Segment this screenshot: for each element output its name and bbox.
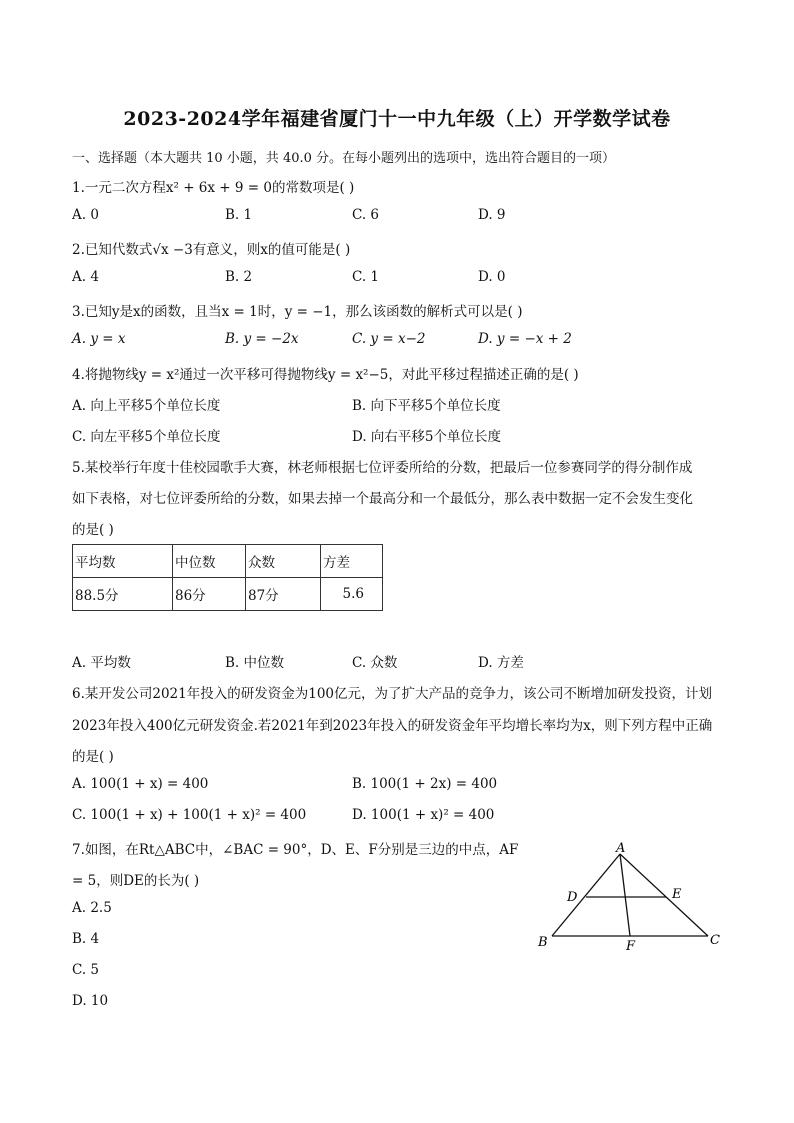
q5-option-a[interactable]: A. 平均数 xyxy=(72,655,131,671)
question-5-line-1: 5.某校举行年度十佳校园歌手大赛，林老师根据七位评委所给的分数，把最后一位参赛同学的得分制作成 xyxy=(72,460,693,476)
label-f: F xyxy=(626,939,636,954)
q4-option-c[interactable]: C. 向左平移5个单位长度 xyxy=(72,429,221,445)
question-6-line-1: 6.某开发公司2021年投入的研发资金为100亿元，为了扩大产品的竞争力，该公司不断增加研发投资，计划 xyxy=(72,686,713,702)
q3-option-c[interactable]: C. y = x−2 xyxy=(352,331,426,347)
table-header-cell: 平均数 xyxy=(73,545,173,578)
q1-option-d[interactable]: D. 9 xyxy=(478,207,506,223)
question-4: 4.将抛物线y = x²通过一次平移可得抛物线y = x²−5，对此平移过程描述正确的是( ) xyxy=(72,367,579,383)
q1-option-a[interactable]: A. 0 xyxy=(72,207,99,223)
q3-option-a[interactable]: A. y = x xyxy=(72,331,126,347)
table-cell: 5.6 xyxy=(321,578,383,611)
table-cell: 88.5分 xyxy=(73,578,173,611)
question-7-line-2: = 5，则DE的长为( ) xyxy=(72,873,200,889)
q3-option-d[interactable]: D. y = −x + 2 xyxy=(478,331,572,347)
q6-option-b[interactable]: B. 100(1 + 2x) = 400 xyxy=(352,776,498,792)
q1-option-c[interactable]: C. 6 xyxy=(352,207,380,223)
q4-option-d[interactable]: D. 向右平移5个单位长度 xyxy=(352,429,502,445)
question-6-line-3: 的是( ) xyxy=(72,749,114,765)
score-table xyxy=(72,544,383,611)
table-header-cell: 方差 xyxy=(321,545,383,578)
q6-option-d[interactable]: D. 100(1 + x)² = 400 xyxy=(352,807,495,823)
q6-option-c[interactable]: C. 100(1 + x) + 100(1 + x)² = 400 xyxy=(72,807,307,823)
table-header-cell: 众数 xyxy=(246,545,321,578)
segment-ab xyxy=(552,854,620,936)
question-3: 3.已知y是x的函数，且当x = 1时，y = −1，那么该函数的解析式可以是( ) xyxy=(72,304,523,320)
label-d: D xyxy=(567,890,578,905)
q1-option-b[interactable]: B. 1 xyxy=(225,207,253,223)
question-5-line-3: 的是( ) xyxy=(72,522,114,538)
question-7-line-1: 7.如图，在Rt△ABC中，∠BAC = 90°，D、E、F分别是三边的中点，AF xyxy=(72,842,519,858)
q2-option-c[interactable]: C. 1 xyxy=(352,269,380,285)
q6-option-a[interactable]: A. 100(1 + x) = 400 xyxy=(72,776,209,792)
label-a: A xyxy=(616,841,626,856)
table-header-row xyxy=(73,545,383,578)
table-cell: 86分 xyxy=(173,578,246,611)
q7-option-d[interactable]: D. 10 xyxy=(72,993,109,1009)
q7-option-a[interactable]: A. 2.5 xyxy=(72,900,112,916)
q7-option-c[interactable]: C. 5 xyxy=(72,962,100,978)
q7-option-b[interactable]: B. 4 xyxy=(72,931,100,947)
label-b: B xyxy=(538,935,548,950)
table-cell: 87分 xyxy=(246,578,321,611)
triangle-figure xyxy=(530,838,730,958)
section-header: 一、选择题（本大题共 10 小题，共 40.0 分。在每小题列出的选项中，选出符合题目的一项） xyxy=(72,151,616,166)
q5-option-b[interactable]: B. 中位数 xyxy=(225,655,285,671)
q2-option-b[interactable]: B. 2 xyxy=(225,269,253,285)
label-e: E xyxy=(672,887,682,902)
q4-option-b[interactable]: B. 向下平移5个单位长度 xyxy=(352,398,501,414)
q4-option-a[interactable]: A. 向上平移5个单位长度 xyxy=(72,398,221,414)
question-2: 2.已知代数式√x −3有意义，则x的值可能是( ) xyxy=(72,242,351,258)
question-1: 1.一元二次方程x² + 6x + 9 = 0的常数项是( ) xyxy=(72,180,355,196)
q2-option-d[interactable]: D. 0 xyxy=(478,269,506,285)
table-row xyxy=(73,578,383,611)
q3-option-b[interactable]: B. y = −2x xyxy=(225,331,299,347)
question-6-line-2: 2023年投入400亿元研发资金.若2021年到2023年投入的研发资金年平均增长率均为x，则下列方程中正确 xyxy=(72,718,713,734)
q5-option-c[interactable]: C. 众数 xyxy=(352,655,398,671)
q5-option-d[interactable]: D. 方差 xyxy=(478,655,524,671)
q2-option-a[interactable]: A. 4 xyxy=(72,269,99,285)
table-header-cell: 中位数 xyxy=(173,545,246,578)
question-5-line-2: 如下表格，对七位评委所给的分数，如果去掉一个最高分和一个最低分，那么表中数据一定不会发生变化 xyxy=(72,491,693,507)
page-title: 2023-2024学年福建省厦门十一中九年级（上）开学数学试卷 xyxy=(123,108,671,130)
segment-ac xyxy=(620,854,708,936)
segment-af xyxy=(620,854,630,936)
label-c: C xyxy=(710,933,720,948)
